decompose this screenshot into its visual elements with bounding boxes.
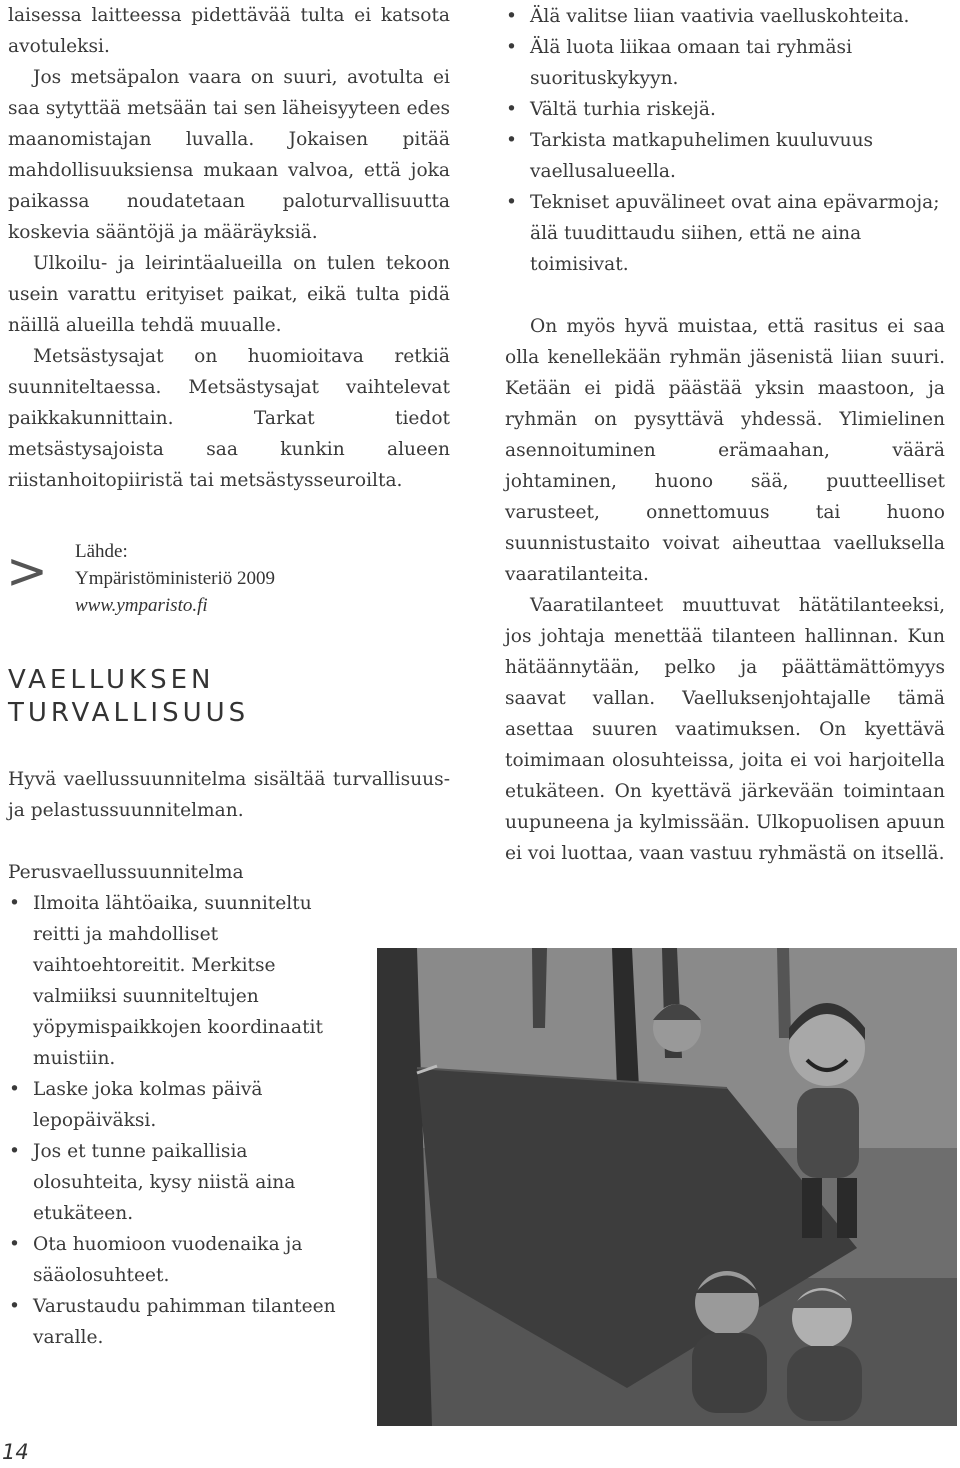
- list-item: • Tekniset apuvälineet ovat aina epävarmoja; älä tuudittaudu siihen, että ne aina toimisivat.: [505, 187, 950, 280]
- plan-bullet-list: [8, 888, 450, 1353]
- heading-line-2: TURVALLISUUS: [8, 698, 250, 728]
- bullet-icon: •: [9, 1234, 20, 1255]
- list-item: • Laske joka kolmas päivä lepopäiväksi.: [8, 1074, 353, 1136]
- right-column: [505, 0, 945, 869]
- left-column: [8, 0, 450, 1353]
- bullet-icon: •: [506, 192, 517, 213]
- paragraph-hunting: Metsästysajat on huomioitava retkiä suunniteltaessa. Metsästysajat vaihtelevat paikkakunnittain. Tarkat tiedot metsästysajoista saa kunkin alueen riistanhoitopiiristä tai metsästysseuroilta.: [8, 346, 450, 491]
- scouts-tarp-illustration: [377, 948, 957, 1426]
- scout-crouching-right: [787, 1288, 862, 1421]
- plan-title: Perusvaellussuunnitelma: [8, 862, 244, 883]
- paragraph-emergency: Vaaratilanteet muuttuvat hätätilanteeksi, jos johtaja menettää tilanteen hallinnan. Kun hätäännytään, pelko ja päättämättömyys saavat vallan. Vaelluksenjohtajalle tämä asettaa suuren vaatimuksen. On kyettävä toimimaan olosuhteissa, joita ei voi harjoitella etukäteen. On kyettävä järkevään toimintaan uupuneena ja kylmissään. Ulkopuolisen apuun ei voi luottaa, vaan vastuu ryhmästä on itsellä.: [505, 595, 945, 864]
- list-item: • Ilmoita lähtöaika, suunniteltu reitti ja mahdolliset vaihtoehtoreitit. Merkitse valmiiksi suunniteltujen yöpymispaikkojen koordinaatit muistiin.: [8, 888, 353, 1074]
- section-heading: [8, 664, 450, 730]
- paragraph-group-strain: On myös hyvä muistaa, että rasitus ei saa olla kenellekään ryhmän jäsenistä liian suuri. Ketään ei pidä päästää yksin maastoon, ja ryhmän on pysyttävä yhdessä. Ylimielinen asennoituminen erämaahan, väärä johtaminen, huono sää, puutteelliset varusteet, onnettomuus tai huono suunnistustaito voivat aiheuttaa vaelluksella vaaratilanteita.: [505, 316, 945, 585]
- paragraph-intro: Hyvä vaellussuunnitelma sisältää turvallisuus- ja pelastussuunnitelman.: [8, 769, 450, 821]
- page-number: 14: [2, 1440, 29, 1464]
- heading-line-1: VAELLUKSEN: [8, 665, 215, 695]
- list-item: • Vältä turhia riskejä.: [505, 94, 950, 125]
- scout-crouching-left: [692, 1271, 767, 1413]
- paragraph-open-fire: laisessa laitteessa pidettävää tulta ei katsota avotuleksi.: [8, 5, 450, 57]
- list-item: • Ota huomioon vuodenaika ja sääolosuhteet.: [8, 1229, 353, 1291]
- list-item: • Älä luota liikaa omaan tai ryhmäsi suorituskykyyn.: [505, 32, 950, 94]
- source-org: Ympäristöministeriö 2009: [75, 568, 276, 589]
- bullet-icon: •: [506, 37, 517, 58]
- list-item: • Tarkista matkapuhelimen kuuluvuus vaellusalueella.: [505, 125, 950, 187]
- paragraph-forest-fire: Jos metsäpalon vaara on suuri, avotulta ei saa sytyttää metsään tai sen läheisyyteen edes maanomistajan luvalla. Jokaisen pitää mahdollisuuksiensa mukaan valvoa, että joka paikassa noudatetaan paloturvallisuutta koskevia sääntöjä ja määräyksiä.: [8, 67, 450, 243]
- bullet-icon: •: [9, 893, 20, 914]
- bullet-icon: •: [9, 1079, 20, 1100]
- bullet-icon: •: [506, 99, 517, 120]
- source-label: Lähde:: [75, 541, 128, 562]
- paragraph-camping-areas: Ulkoilu- ja leirintäalueilla on tulen tekoon usein varattu erityiset paikat, eikä tulta pidä näillä alueilla tehdä muualle.: [8, 253, 450, 336]
- scout-peeking: [653, 1004, 701, 1052]
- bullet-icon: •: [9, 1141, 20, 1162]
- source-url[interactable]: www.ymparisto.fi: [75, 595, 208, 616]
- list-item: • Jos et tunne paikallisia olosuhteita, kysy niistä aina etukäteen.: [8, 1136, 353, 1229]
- bullet-icon: •: [9, 1296, 20, 1317]
- safety-bullet-list: [505, 1, 945, 280]
- bullet-icon: •: [506, 130, 517, 151]
- source-reference: [8, 538, 450, 624]
- list-item: • Älä valitse liian vaativia vaelluskohteita.: [505, 1, 950, 32]
- bullet-icon: •: [506, 6, 517, 27]
- list-item: • Varustaudu pahimman tilanteen varalle.: [8, 1291, 353, 1353]
- chevron-right-icon: >: [6, 542, 48, 600]
